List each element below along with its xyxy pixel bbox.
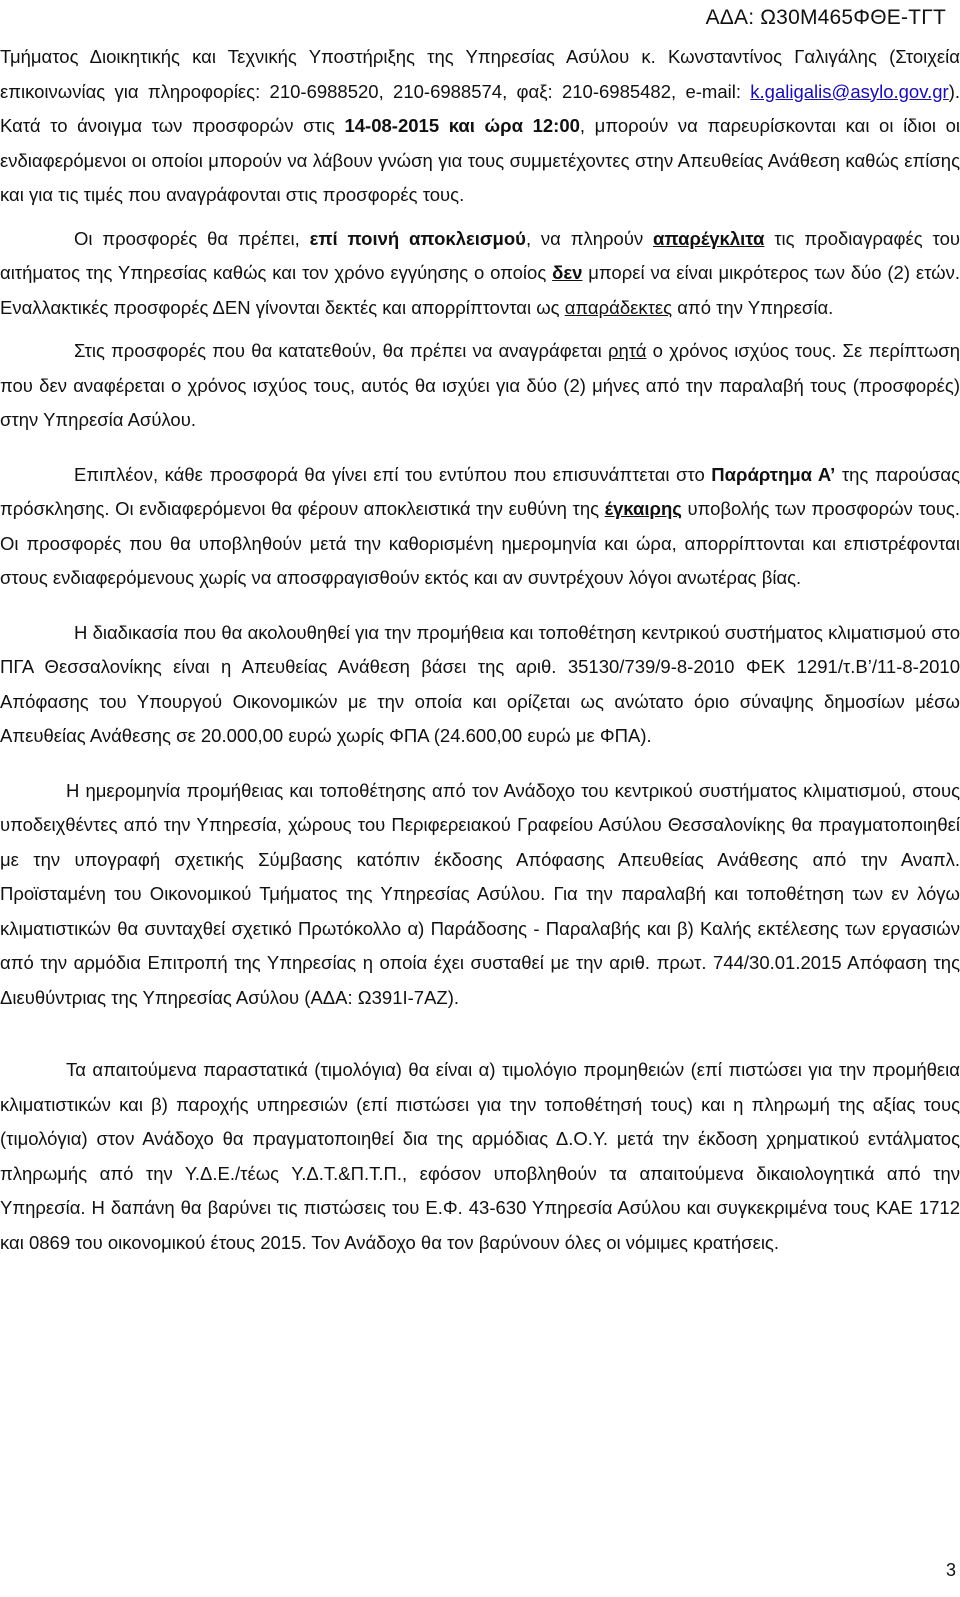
text: της παρούσας πρόσκλησης. Οι ενδιαφερόμενοι θα φέρουν αποκλειστικά την ευθύνη της	[0, 463, 960, 519]
paragraph-contact	[0, 40, 960, 213]
underlined: ρητά	[607, 340, 647, 361]
text: , μπορούν να παρευρίσκονται και οι ίδιοι οι ενδιαφερόμενοι οι οποίοι μπορούν να λάβουν γνώση για τους συμμετέχοντες στην Απευθείας Ανάθεση καθώς επίσης και για τις τιμές που αναγράφονται στις προσφορές τους.	[0, 115, 960, 205]
annex-ref: Παράρτημα Α’	[711, 463, 836, 485]
text: Τμήματος Διοικητικής και Τεχνικής Υποστήριξης της Υπηρεσίας Ασύλου κ. Κωνσταντίνος Γαλιγάλης (Στοιχεία επικοινωνίας για πληροφορίες: 210-6988520, 210-6988574, φαξ: 210-6985482, e-mail:	[0, 46, 960, 102]
text: Στις προσφορές που θα κατατεθούν, θα πρέπει να αναγράφεται	[74, 340, 608, 361]
paragraph-installation: Η ημερομηνία προμήθειας και τοποθέτησης από τον Ανάδοχο του κεντρικού συστήματος κλιματισμού, στους υποδειχθέντες από την Υπηρεσία, χώρους του Περιφερειακού Γραφείου Ασύλου Θεσσαλονίκης θα πραγματοποιηθεί με την υπογραφή σχετικής Σύμβασης κατόπιν έκδοσης Απόφασης Απευθείας Ανάθεσης από την Αναπλ. Προϊσταμένη του Οικονομικού Τμήματος της Υπηρεσίας Ασύλου. Για την παραλαβή και τοποθέτηση των εν λόγω κλιματιστικών θα συνταχθεί σχετικό Πρωτόκολλο α) Παράδοσης - Παραλαβής και β) Καλής εκτέλεσης των εργασιών από την αρμόδια Επιτροπή της Υπηρεσίας η οποία έχει συσταθεί με την αριθ. πρωτ. 744/30.01.2015 Απόφαση της Διευθύντριας της Υπηρεσίας Ασύλου (ΑΔΑ: Ω391Ι-7ΑΖ).	[0, 779, 960, 1008]
text: Οι προσφορές θα πρέπει,	[74, 227, 310, 249]
text: υποβολής των προσφορών τους. Οι προσφορές που θα υποβληθούν μετά την καθορισμένη ημερομηνία και ώρα, απορρίπτονται και επιστρέφονται στους ενδιαφερόμενους χωρίς να αποσφραγισθούν εκτός και αν συντρέχουν λόγοι ανωτέρας βίας.	[0, 498, 960, 588]
text: ). Κατά το άνοιγμα των προσφορών στις	[0, 80, 960, 136]
text: , να πληρούν	[525, 227, 654, 249]
ada-code: ΑΔΑ: Ω30Μ465ΦΘΕ-ΤΓΤ	[705, 6, 946, 29]
emphasis-underlined: έγκαιρης	[604, 498, 682, 519]
opening-date: 14-08-2015 και ώρα 12:00	[344, 115, 580, 136]
paragraph-procedure: Η διαδικασία που θα ακολουθηθεί για την προμήθεια και τοποθέτηση κεντρικού συστήματος κλιματισμού στο ΠΓΑ Θεσσαλονίκης είναι η Απευθείας Ανάθεση βάσει της αριθ. 35130/739/9-8-2010 ΦΕΚ 1291/τ.Β’/11-8-2010 Απόφασης του Υπουργού Οικονομικών με την οποία και ορίζεται ως ανώτατο όριο σύναψης δημοσίων μέσω Απευθείας Ανάθεσης σε 20.000,00 ευρώ χωρίς ΦΠΑ (24.600,00 ευρώ με ΦΠΑ).	[0, 621, 960, 746]
paragraph-invoices: Τα απαιτούμενα παραστατικά (τιμολόγια) θα είναι α) τιμολόγιο προμηθειών (επί πιστώσει για την προμήθεια κλιματιστικών και β) παροχής υπηρεσιών (επί πιστώσει για την τοποθέτησή τους) και η πληρωμή της αξίας τους (τιμολόγια) στον Ανάδοχο θα πραγματοποιηθεί δια της αρμόδιας Δ.Ο.Υ. μετά την έκδοση χρηματικού εντάλματος πληρωμής από την Υ.Δ.Ε./τέως Υ.Δ.Τ.&Π.Τ.Π., εφόσον υποβληθούν τα απαιτούμενα δικαιολογητικά από την Υπηρεσία. Η δαπάνη θα βαρύνει τις πιστώσεις του Ε.Φ. 43-630 Υπηρεσία Ασύλου και συγκεκριμένα τους ΚΑΕ 1712 και 0869 του οικονομικού έτους 2015. Τον Ανάδοχο θα τον βαρύνουν όλες οι νόμιμες κρατήσεις.	[0, 1059, 960, 1253]
emphasis: επί ποινή αποκλεισμού	[309, 227, 526, 249]
text: από την Υπηρεσία.	[672, 296, 834, 318]
underlined: απαράδεκτες	[564, 296, 673, 318]
text: ο χρόνος ισχύος τους. Σε περίπτωση που δεν αναφέρεται ο χρόνος ισχύος τους, αυτός θα ισχύει για δύο (2) μήνες από την παραλαβή τους (προσφορές) στην Υπηρεσία Ασύλου.	[0, 340, 960, 430]
paragraph-requirements	[0, 222, 960, 326]
page-number: 3	[945, 1560, 956, 1580]
text: μπορεί να είναι μικρότερος των δύο (2) ετών. Εναλλακτικές προσφορές ΔΕΝ γίνονται δεκτές και απορρίπτονται ως	[0, 262, 960, 318]
emphasis-underlined: δεν	[552, 262, 583, 283]
paragraph-validity	[0, 334, 960, 438]
document-body	[0, 40, 960, 1260]
paragraph-form	[0, 458, 960, 596]
emphasis-underlined: απαρέγκλιτα	[653, 227, 765, 249]
text: Επιπλέον, κάθε προσφορά θα γίνει επί του εντύπου που επισυνάπτεται στο	[74, 463, 712, 485]
text: τις προδιαγραφές του αιτήματος της Υπηρεσίας καθώς και τον χρόνο εγγύησης ο οποίος	[0, 227, 960, 283]
email-link[interactable]: k.galigalis@asylo.gov.gr	[750, 80, 949, 102]
